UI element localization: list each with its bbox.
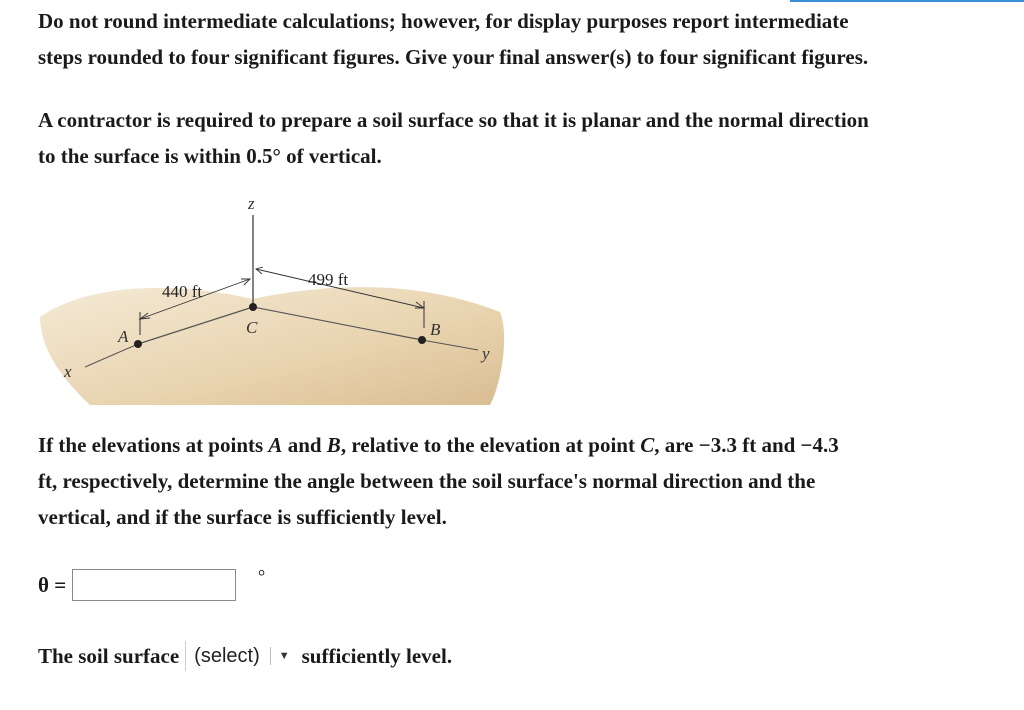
question-line-1: If the elevations at points A and B, relative to the elevation at point C, are −3.3 ft and −4.3: [38, 433, 839, 457]
theta-answer-row: [38, 566, 236, 604]
level-select-value: (select): [194, 644, 260, 667]
problem-line-1: A contractor is required to prepare a soil surface so that it is planar and the normal direction: [38, 108, 869, 132]
point-b-label: B: [430, 320, 441, 339]
level-select-dropdown[interactable]: [185, 641, 295, 671]
problem-statement: [38, 102, 1018, 174]
point-a-label: A: [118, 327, 129, 346]
dim-440-label: 440 ft: [162, 282, 203, 301]
y-axis-label: y: [482, 344, 490, 363]
x-axis-label: x: [64, 362, 72, 381]
question-line-3: vertical, and if the surface is sufficiently level.: [38, 505, 447, 529]
point-b-marker: [418, 336, 426, 344]
z-axis-label: z: [248, 194, 255, 213]
problem-line-2: to the surface is within 0.5° of vertical.: [38, 144, 382, 168]
top-accent-line: [790, 0, 1024, 2]
conclusion-suffix: sufficiently level.: [301, 643, 453, 668]
instructions-line-1: Do not round intermediate calculations; however, for display purposes report intermediate: [38, 9, 849, 33]
instructions-text: [38, 3, 1018, 75]
point-c-label: C: [246, 318, 258, 337]
conclusion-prefix: The soil surface: [38, 643, 180, 668]
point-c-marker: [249, 303, 257, 311]
theta-input[interactable]: [72, 569, 236, 601]
chevron-down-icon[interactable]: ▼: [278, 650, 290, 662]
point-a-marker: [134, 340, 142, 348]
soil-surface-figure: [30, 187, 530, 407]
question-text: [38, 427, 1018, 535]
theta-label: θ =: [38, 572, 67, 597]
instructions-line-2: steps rounded to four significant figures. Give your final answer(s) to four significant figures.: [38, 45, 869, 69]
question-line-2: ft, respectively, determine the angle between the soil surface's normal direction and the: [38, 469, 816, 493]
conclusion-row: [38, 638, 452, 674]
dim-499-label: 499 ft: [308, 270, 349, 289]
degree-unit: °: [258, 566, 266, 586]
soil-surface: [40, 287, 504, 405]
